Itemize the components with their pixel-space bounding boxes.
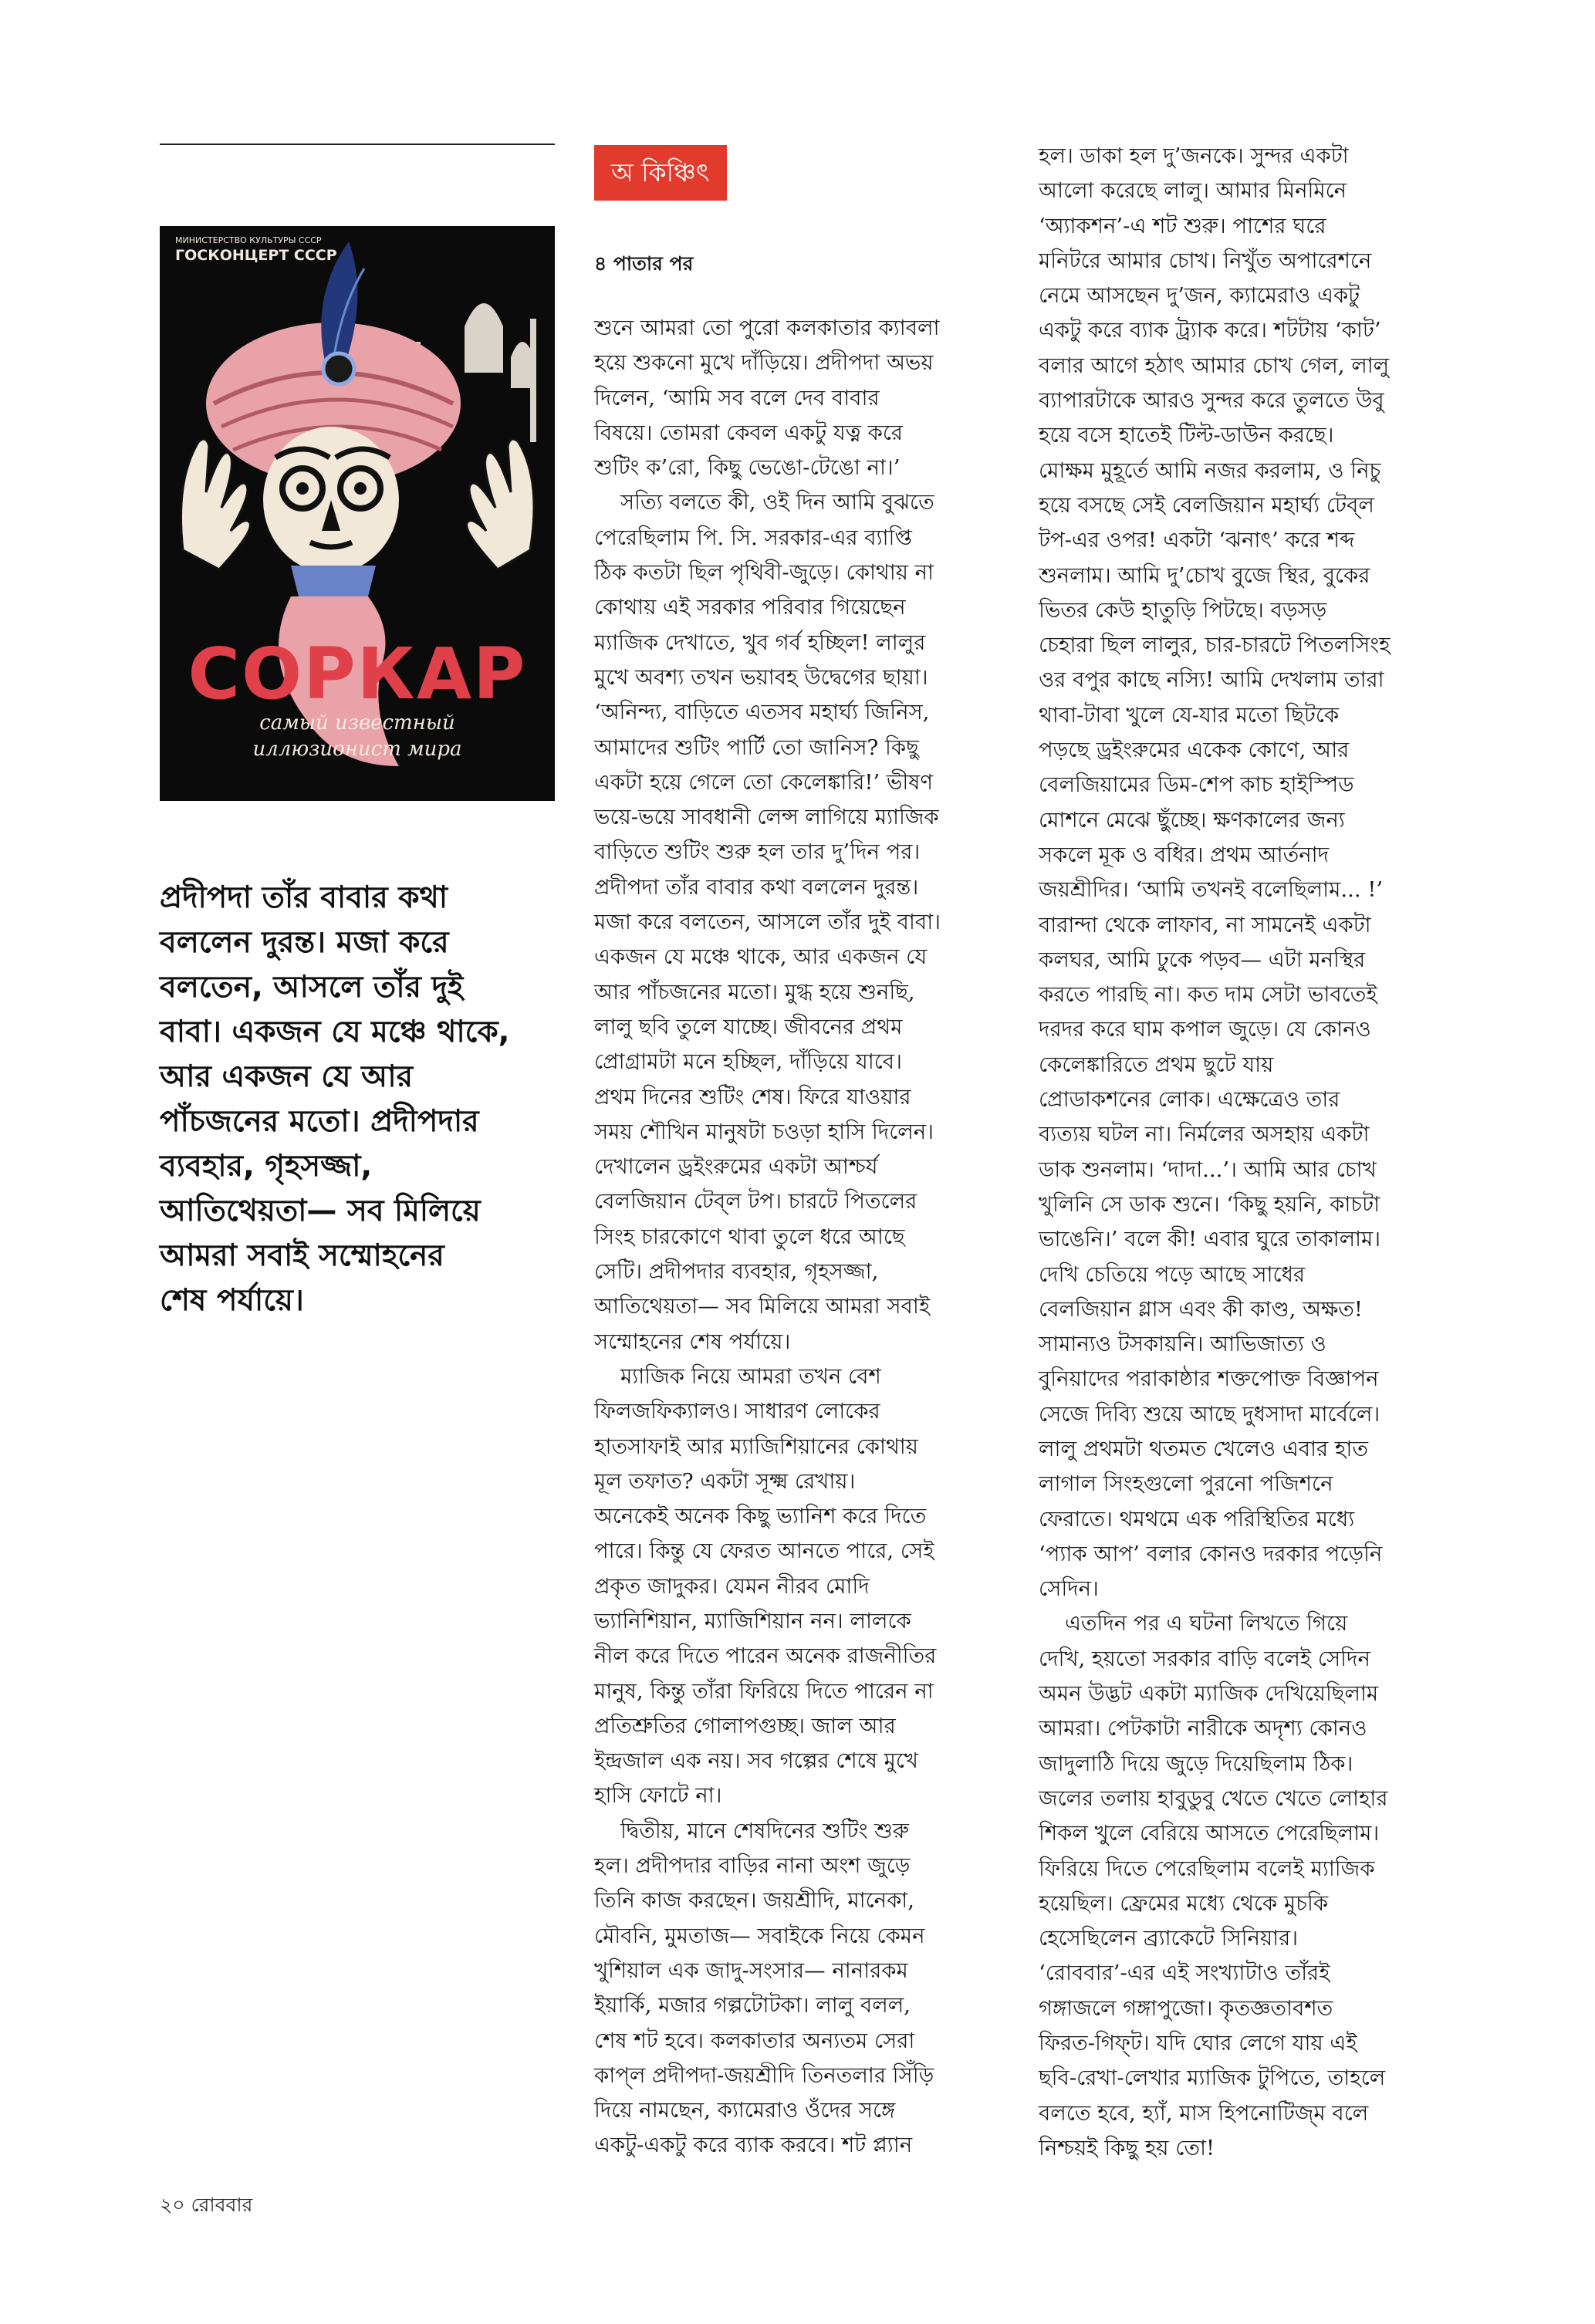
poster-top-text-1: МИНИСТЕРСТВО КУЛЬТУРЫ СССР (175, 235, 322, 245)
poster-subtitle-1: самый известный (259, 711, 455, 735)
poster-title: СОРКАР (188, 633, 527, 715)
pull-quote: প্রদীপদা তাঁর বাবার কথা বললেন দুরন্ত। মজা করে বলতেন, আসলে তাঁর দুই বাবা। একজন যে মঞ্চে থাকে, আর একজন যে আর পাঁচজনের মতো। প্রদীপদার ব্যবহার, গৃহসজ্জা, আতিথেয়তা— সব মিলিয়ে আমরা সবাই সম্মোহনের শেষ পর্যায়ে। (160, 880, 510, 1318)
collar (291, 566, 376, 596)
paragraph: দ্বিতীয়, মানে শেষদিনের শুটিং শুরু হল। প্রদীপদার বাড়ির নানা অংশ জুড়ে তিনি কাজ করছেন। জয়শ্রীদি, মানেকা, মৌবনি, মুমতাজ— সবাইকে নিয়ে কেমন খুশিয়াল এক জাদু-সংসার— নানারকম ইয়ার্কি, মজার গল্পটোটকা। লালু বলল, শেষ শট হবে। কলকাতার অন্যতম সেরা কাপ্‌ল প্রদীপদা-জয়শ্রীদি তিনতলার সিঁড়ি দিয়ে নামছেন, ক্যামেরাও ওঁদের সঙ্গে একটু-একটু করে ব্যাক করবে। শট প্ল্যান (594, 1818, 934, 2158)
poster-illustration (160, 226, 555, 801)
magician-face (263, 427, 399, 573)
article-column-right (1039, 139, 1446, 2166)
page-footer: ২০ রোববার (160, 2194, 253, 2216)
top-rule (160, 144, 555, 145)
article-column-middle (594, 311, 995, 2164)
paragraph: এতদিন পর এ ঘটনা লিখতে গিয়ে দেখি, হয়তো সরকার বাড়ি বলেই সেদিন অমন উদ্ভট একটা ম্যাজিক দেখিয়েছিলাম আমরা। পেটকাটা নারীকে অদৃশ্য কোনও জাদুলাঠি দিয়ে জুড়ে দিয়েছিলাম ঠিক। জলের তলায় হাবুডুবু খেতে খেতে লোহার শিকল খুলে বেরিয়ে আসতে পেরেছিলাম। ফিরিয়ে দিতে পেরেছিলাম বলেই ম্যাজিক হয়েছিল। ফ্রেমের মধ্যে থেকে মুচকি হেসেছিলেন ব্র্যাকেটে সিনিয়ার। ‘রোববার’-এর এই সংখ্যাটাও তাঁরই গঙ্গাজলে গঙ্গাপুজো। কৃতজ্ঞতাবশত ফিরত-গিফ্‌ট। যদি ঘোর লেগে যায় এই ছবি-রেখা-লেখার ম্যাজিক টুপিতে, তাহলে বলতে হবে, হ্যাঁ, মাস হিপনোটিজ্‌ম বলে নিশ্চয়ই কিছু হয় তো! (1039, 1611, 1388, 2160)
section-tag: অ কিঞ্চিৎ (594, 145, 727, 201)
paragraph: সত্যি বলতে কী, ওই দিন আমি বুঝতে পেরেছিলাম পি. সি. সরকার-এর ব্যাপ্তি ঠিক কতটা ছিল পৃথিবী-জুড়ে। কোথায় না কোথায় এই সরকার পরিবার গিয়েছেন ম্যাজিক দেখাতে, খুব গর্ব হচ্ছিল! লালুর মুখে অবশ্য তখন ভয়াবহ উদ্বেগের ছায়া। ‘অনিন্দ্য, বাড়িতে এতসব মহার্ঘ্য জিনিস, আমাদের শুটিং পার্টি তো জানিস? কিছু একটা হয়ে গেলে তো কেলেঙ্কারি!’ ভীষণ ভয়ে-ভয়ে সাবধানী লেন্স লাগিয়ে ম্যাজিক বাড়িতে শুটিং শুরু হল তার দু’দিন পর। প্রদীপদা তাঁর বাবার কথা বললেন দুরন্ত। মজা করে বলতেন, আসলে তাঁর দুই বাবা। একজন যে মঞ্চে থাকে, আর একজন যে আর পাঁচজনের মতো। মুগ্ধ হয়ে শুনছি, লালু ছবি তুলে যাচ্ছে। জীবনের প্রথম প্রোগ্রামটা মনে হচ্ছিল, দাঁড়িয়ে যাবে। প্রথম দিনের শুটিং শেষ। ফিরে যাওয়ার সময় শৌখিন মানুষটা চওড়া হাসি দিলেন। দেখালেন ড্রইংরুমের একটা আশ্চর্য বেলজিয়ান টেব্‌ল টপ। চারটে পিতলের সিংহ চারকোণে থাবা তুলে ধরে আছে সেটি। প্রদীপদার ব্যবহার, গৃহসজ্জা, আতিথেয়তা— সব মিলিয়ে আমরা সবাই সম্মোহনের শেষ পর্যায়ে। (594, 490, 941, 1354)
sorcar-poster-image (160, 226, 555, 801)
poster-subtitle-2: иллюзионист мира (252, 738, 462, 761)
continued-from-label: ৪ পাতার পর (594, 252, 694, 275)
paragraph: ম্যাজিক নিয়ে আমরা তখন বেশ ফিলজফিক্যালও। সাধারণ লোকের হাতসাফাই আর ম্যাজিশিয়ানের কোথায় মূল তফাত? একটা সূক্ষ্ম রেখায়। অনেকেই অনেক কিছু ভ্যানিশ করে দিতে পারে। কিন্তু যে ফেরত আনতে পারে, সেই প্রকৃত জাদুকর। যেমন নীরব মোদি ভ্যানিশিয়ান, ম্যাজিশিয়ান নন। লালকে নীল করে দিতে পারেন অনেক রাজনীতির মানুষ, কিন্তু তাঁরা ফিরিয়ে দিতে পারেন না প্রতিশ্রুতির গোলাপগুচ্ছ। জাল আর ইন্দ্রজাল এক নয়। সব গল্পের শেষে মুখে হাসি ফোটে না। (594, 1363, 937, 1809)
paragraph: শুনে আমরা তো পুরো কলকাতার ক্যাবলা হয়ে শুকনো মুখে দাঁড়িয়ে। প্রদীপদা অভয় দিলেন, ‘আমি সব বলে দেব বাবার বিষয়ে। তোমরা কেবল একটু যত্ন করে শুটিং ক’রো, কিছু ভেঙো-টেঙো না।’ (594, 316, 940, 481)
poster-top-text-2: ГОСКОНЦЕРТ СССР (175, 247, 337, 264)
paragraph: হল। ডাকা হল দু’জনকে। সুন্দর একটা আলো করেছে লালু। আমার মিনমিনে ‘অ্যাকশন’-এ শট শুরু। পাশের ঘরে মনিটরে আমার চোখ। নিখুঁত অপারেশনে নেমে আসছেন দু’জন, ক্যামেরাও একটু একটু করে ব্যাক ট্র্যাক করে। শটটায় ‘কাট’ বলার আগে হঠাৎ আমার চোখ গেল, লালু ব্যাপারটাকে আরও সুন্দর করে তুলতে উবু হয়ে বসে হাতেই টিল্ট-ডাউন করছে। মোক্ষম মুহূর্তে আমি নজর করলাম, ও নিচু হয়ে বসছে সেই বেলজিয়ান মহার্ঘ্য টেব্‌ল টপ-এর ওপর! একটা ‘ঝনাৎ’ করে শব্দ শুনলাম। আমি দু’চোখ বুজে স্থির, বুকের ভিতর কেউ হাতুড়ি পিটছে। বড়সড় চেহারা ছিল লালুর, চার-চারটে পিতলসিংহ ওর বপুর কাছে নস্যি! আমি দেখলাম তারা থাবা-টাবা খুলে যে-যার মতো ছিটকে পড়ছে ড্রইংরুমের একেক কোণে, আর বেলজিয়ামের ডিম-শেপ কাচ হাইস্পিড মোশনে মেঝে ছুঁচ্ছে। ক্ষণকালের জন্য সকলে মূক ও বধির। প্রথম আর্তনাদ জয়শ্রীদির। ‘আমি তখনই বলেছিলাম... !’ বারান্দা থেকে লাফাব, না সামনেই একটা কলঘর, আমি ঢুকে পড়ব— এটা মনস্থির করতে পারছি না। কত দাম সেটা ভাবতেই দরদর করে ঘাম কপাল জুড়ে। যে কোনও কেলেঙ্কারিতে প্রথম ছুটে যায় প্রোডাকশনের লোক। এক্ষেত্রেও তার ব্যত্যয় ঘটল না। নির্মলের অসহায় একটা ডাক শুনলাম। ‘দাদা...’। আমি আর চোখ খুলিনি সে ডাক শুনে। ‘কিছু হয়নি, কাচটা ভাঙেনি।’ বলে কী! এবার ঘুরে তাকালাম। দেখি চেতিয়ে পড়ে আছে সাধের বেলজিয়ান গ্লাস এবং কী কাণ্ড, অক্ষত! সামান্যও টসকায়নি। আভিজাত্য ও বুনিয়াদের পরাকাষ্ঠার শক্তপোক্ত বিজ্ঞাপন সেজে দিব্যি শুয়ে আছে দুধসাদা মার্বেলে। লালু প্রথমটা থতমত খেলেও এবার হাত লাগাল সিংহগুলো পুরনো পজিশনে ফেরাতে। থমথমে এক পরিস্থিতির মধ্যে ‘প্যাক আপ’ বলার কোনও দরকার পড়েনি সেদিন। (1039, 144, 1391, 1602)
